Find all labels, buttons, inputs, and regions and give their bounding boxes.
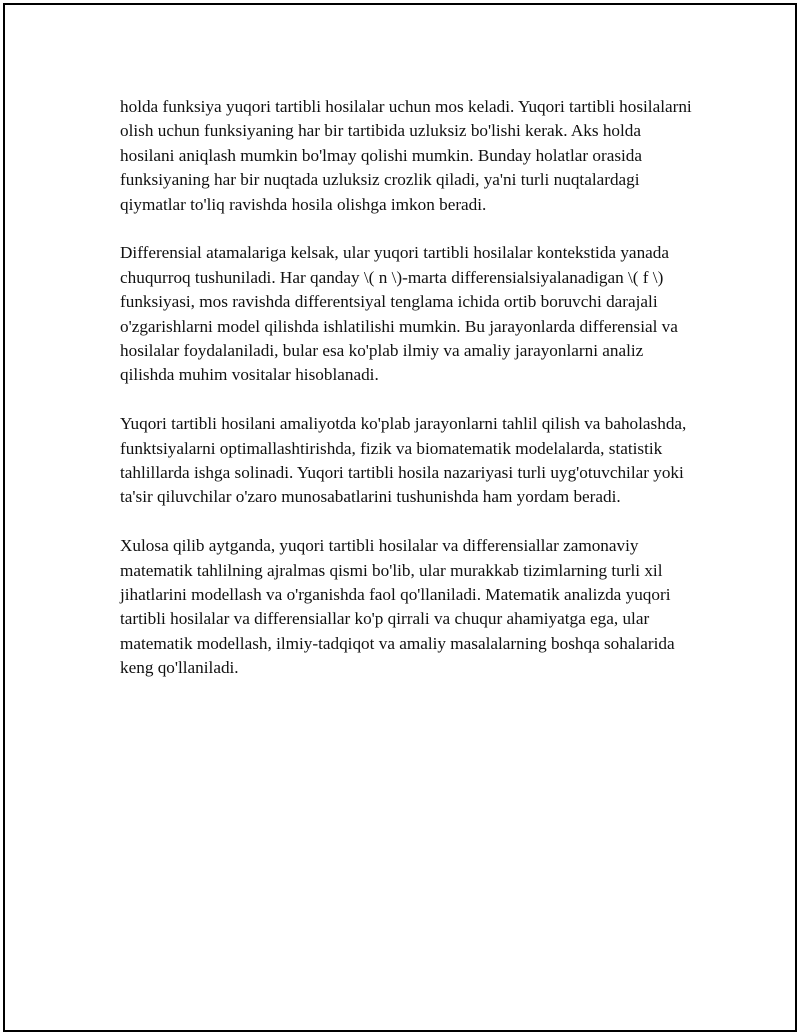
paragraph-1: holda funksiya yuqori tartibli hosilalar uchun mos keladi. Yuqori tartibli hosilalarni olish uchun funksiyaning har bir tartibida uzluksiz bo'lishi kerak. Aks holda hosilani aniqlash mumkin bo'lmay qolishi mumkin. Bunday holatlar orasida funksiyaning har bir nuqtada uzluksiz crozlik qiladi, ya'ni turli nuqtalardagi qiymatlar to'liq ravishda hosila olishga imkon beradi. [120,97,692,214]
paragraph-3: Yuqori tartibli hosilani amaliyotda ko'plab jarayonlarni tahlil qilish va baholashda, funktsiyalarni optimallashtirishda, fizik va biomatematik modelalarda, statistik tahlillarda ishga solinadi. Yuqori tartibli hosila nazariyasi turli uyg'otuvchilar yoki ta'sir qiluvchilar o'zaro munosabatlarini tushunishda ham yordam beradi. [120,414,687,507]
document-body [120,95,695,705]
paragraph-2: Differensial atamalariga kelsak, ular yuqori tartibli hosilalar kontekstida yanada chuqurroq tushuniladi. Har qanday \( n \)-marta differensialsiyalanadigan \( f \) funksiyasi, mos ravishda differentsiyal tenglama ichida ortib boruvchi darajali o'zgarishlarni model qilishda ishlatilishi mumkin. Bu jarayonlarda differensial va hosilalar foydalaniladi, bular esa ko'plab ilmiy va amaliy jarayonlarni analiz qilishda muhim vositalar hisoblanadi. [120,243,678,385]
document-page [3,3,797,1032]
paragraph-4: Xulosa qilib aytganda, yuqori tartibli hosilalar va differensiallar zamonaviy matematik tahlilning ajralmas qismi bo'lib, ular murakkab tizimlarning turli xil jihatlarini modellash va o'rganishda faol qo'llaniladi. Matematik analizda yuqori tartibli hosilalar va differensiallar ko'p qirrali va chuqur ahamiyatga ega, ular matematik modellash, ilmiy-tadqiqot va amaliy masalalarning boshqa sohalarida keng qo'llaniladi. [120,536,675,678]
